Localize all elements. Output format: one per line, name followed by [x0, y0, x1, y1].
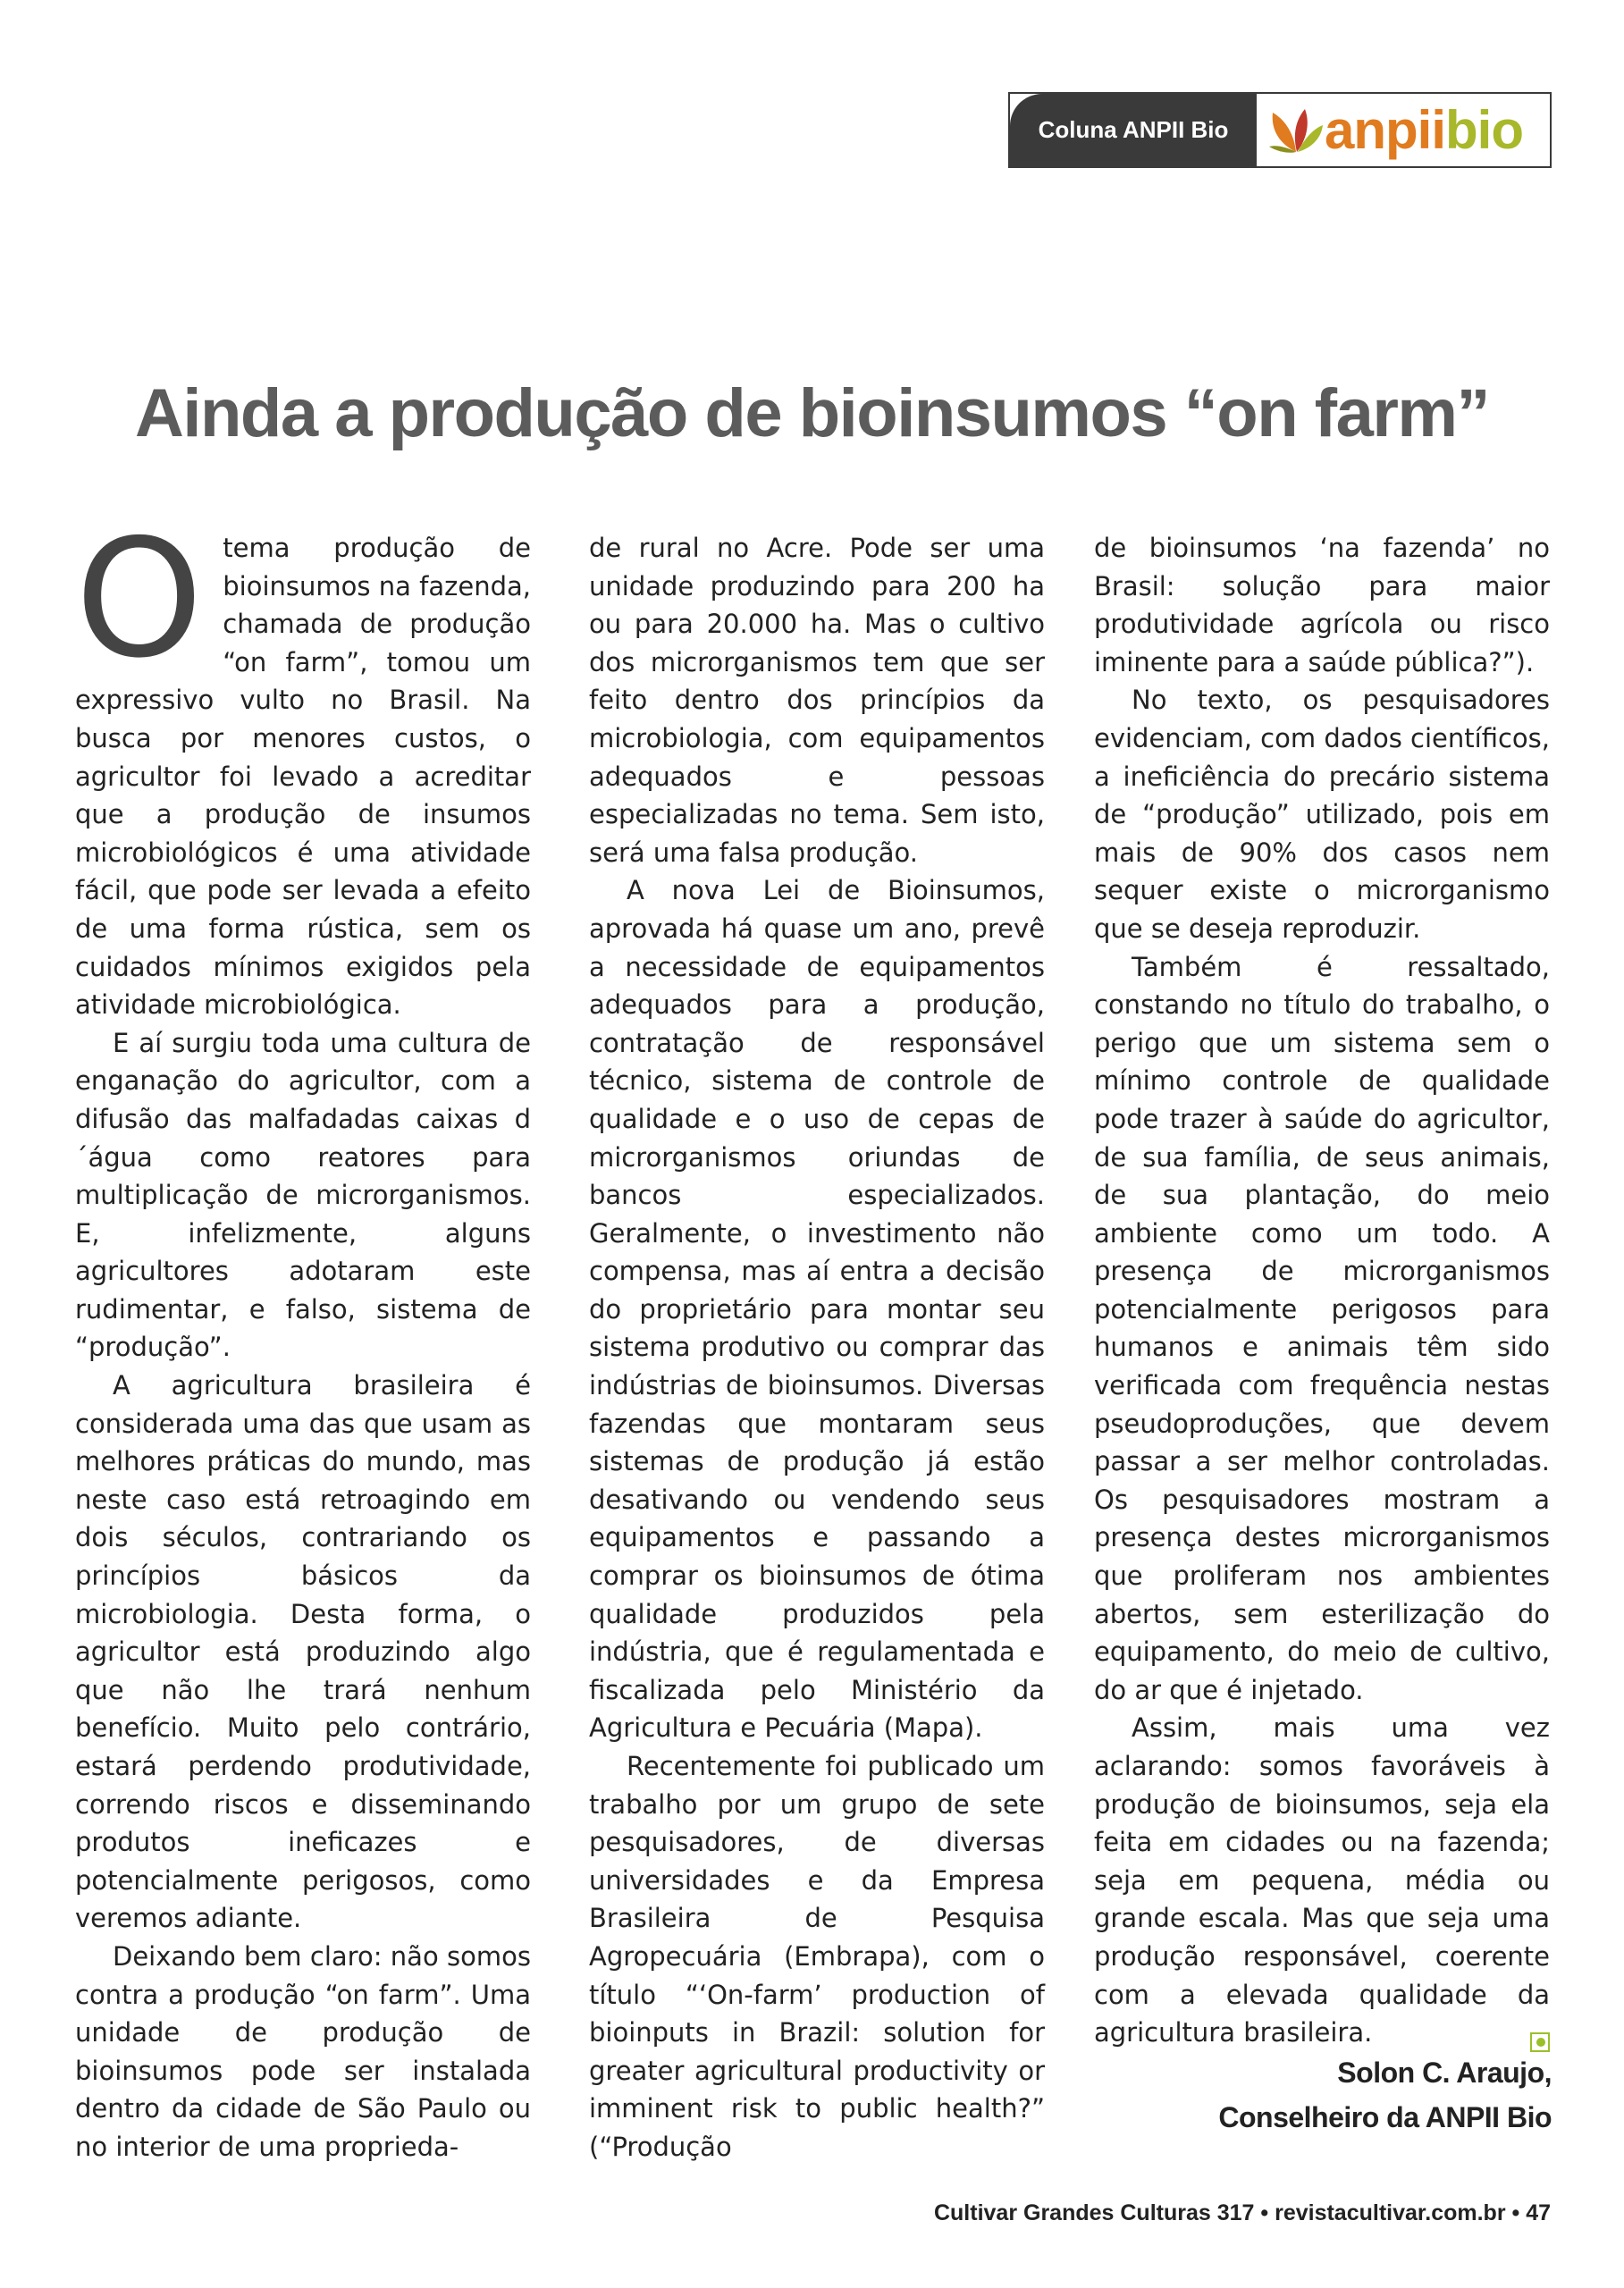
paragraph: A nova Lei de Bioinsumos, aprovada há quase um ano, prevê a necessidade de equipamentos adequados para a produção, contratação de responsável técnico, sistema de controle de qualidade e o uso de cepas de microrganismos oriundas de bancos especializados. Geralmente, o investimento não compensa, mas aí entra a decisão do proprietário para montar seu sistema produtivo ou comprar das indústrias de bioinsumos. Diversas fazendas que montaram seus sistemas de produção já estão desativando ou vendendo seus equipamentos e passando a comprar os bioinsumos de ótima qualidade produzidos pela indústria, que é regulamentada e fiscalizada pelo Ministério da Agricultura e Pecuária (Mapa).: [589, 875, 1045, 1744]
leaf-logo-icon: [1269, 107, 1325, 154]
paragraph: de rural no Acre. Pode ser uma unidade produzindo para 200 ha ou para 20.000 ha. Mas o cultivo dos microrganismos tem que ser feito dentro dos princípios da microbiologia, com equipamentos adequados e pessoas especializadas no tema. Sem isto, será uma falsa produção.: [589, 533, 1045, 868]
column-header: [1008, 92, 1552, 168]
paragraph: A agricultura brasileira é considerada uma das que usam as melhores práticas do mundo, mas neste caso está retroagindo em dois séculos, contrariando os princípios básicos da microbiologia. Desta forma, o agricultor está produzindo algo que não lhe trará nenhum benefício. Muito pelo contrário, estará perdendo produtividade, correndo riscos e disseminando produtos ineficazes e potencialmente perigosos, como veremos adiante.: [75, 1370, 531, 1934]
page-footer: Cultivar Grandes Culturas 317 • revistacultivar.com.br • 47: [933, 2200, 1551, 2225]
author-name: Solon C. Araujo,: [1337, 2057, 1552, 2089]
logo-text-bio: bio: [1445, 100, 1523, 160]
end-of-article-icon: [1530, 2032, 1550, 2052]
paragraph: tema produção de bioinsumos na fazenda, chamada de produção “on farm”, tomou um expressivo vulto no Brasil. Na busca por menores custos, o agricultor foi levado a acreditar que a produção de insumos microbiológicos é uma atividade fácil, que pode ser levada a efeito de uma forma rústica, sem os cuidados mínimos exigidos pela atividade microbiológica.: [75, 533, 531, 1021]
author-signature: [1218, 2050, 1552, 2140]
paragraph: E aí surgiu toda uma cultura de enganação do agricultor, com a difusão das malfadadas caixas d´água como reatores para multiplicação de microrganismos. E, infelizmente, alguns agricultores adotaram este rudimentar, e falso, sistema de “produção”.: [75, 1027, 531, 1363]
article-title: Ainda a produção de bioinsumos “on farm”: [134, 375, 1490, 451]
article-column-2: [589, 529, 1045, 2166]
paragraph: Recentemente foi publicado um trabalho por um grupo de sete pesquisadores, de diversas universidades e da Empresa Brasileira de Pesquisa Agropecuária (Embrapa), com o título “‘On-farm’ production of bioinputs in Brazil: solution for greater agricultural productivity or imminent risk to public health?” (“Produção: [589, 1751, 1045, 2162]
drop-cap: O: [75, 504, 204, 694]
paragraph: Também é ressaltado, constando no título do trabalho, o perigo que um sistema sem o mínimo controle de qualidade pode trazer à saúde do agricultor, de sua família, de seus animais, de sua plantação, do meio ambiente como um todo. A presença de microrganismos potencialmente perigosos para humanos e animais têm sido verificada com frequência nestas pseudoproduções, que devem passar a ser melhor controladas. Os pesquisadores mostram a presença destes microrganismos que proliferam nos ambientes abertos, sem esterilização do equipamento, do meio de cultivo, do ar que é injetado.: [1094, 951, 1550, 1705]
article-column-3: [1094, 529, 1550, 2052]
author-role: Conselheiro da ANPII Bio: [1218, 2101, 1552, 2133]
paragraph: Assim, mais uma vez aclarando: somos favoráveis à produção de bioinsumos, seja ela feita em cidades ou na fazenda; seja em pequena, média ou grande escala. Mas que seja uma produção responsável, coerente com a elevada qualidade da agricultura brasileira.: [1094, 1712, 1550, 2048]
paragraph: de bioinsumos ‘na fazenda’ no Brasil: solução para maior produtividade agrícola ou risco iminente para a saúde pública?”).: [1094, 533, 1550, 677]
paragraph: Deixando bem claro: não somos contra a produção “on farm”. Uma unidade de produção de bioinsumos pode ser instalada dentro da cidade de São Paulo ou no interior de uma proprieda-: [75, 1940, 531, 2162]
logo-text-anpii: anpii: [1325, 100, 1446, 160]
paragraph: No texto, os pesquisadores evidenciam, com dados científicos, a ineficiência do precário sistema de “produção” utilizado, pois em mais de 90% dos casos nem sequer existe o microrganismo que se deseja reproduzir.: [1094, 685, 1550, 944]
anpiibio-logo: [1269, 99, 1523, 162]
section-label: Coluna ANPII Bio: [1010, 94, 1257, 166]
article-column-1: [75, 504, 531, 2166]
